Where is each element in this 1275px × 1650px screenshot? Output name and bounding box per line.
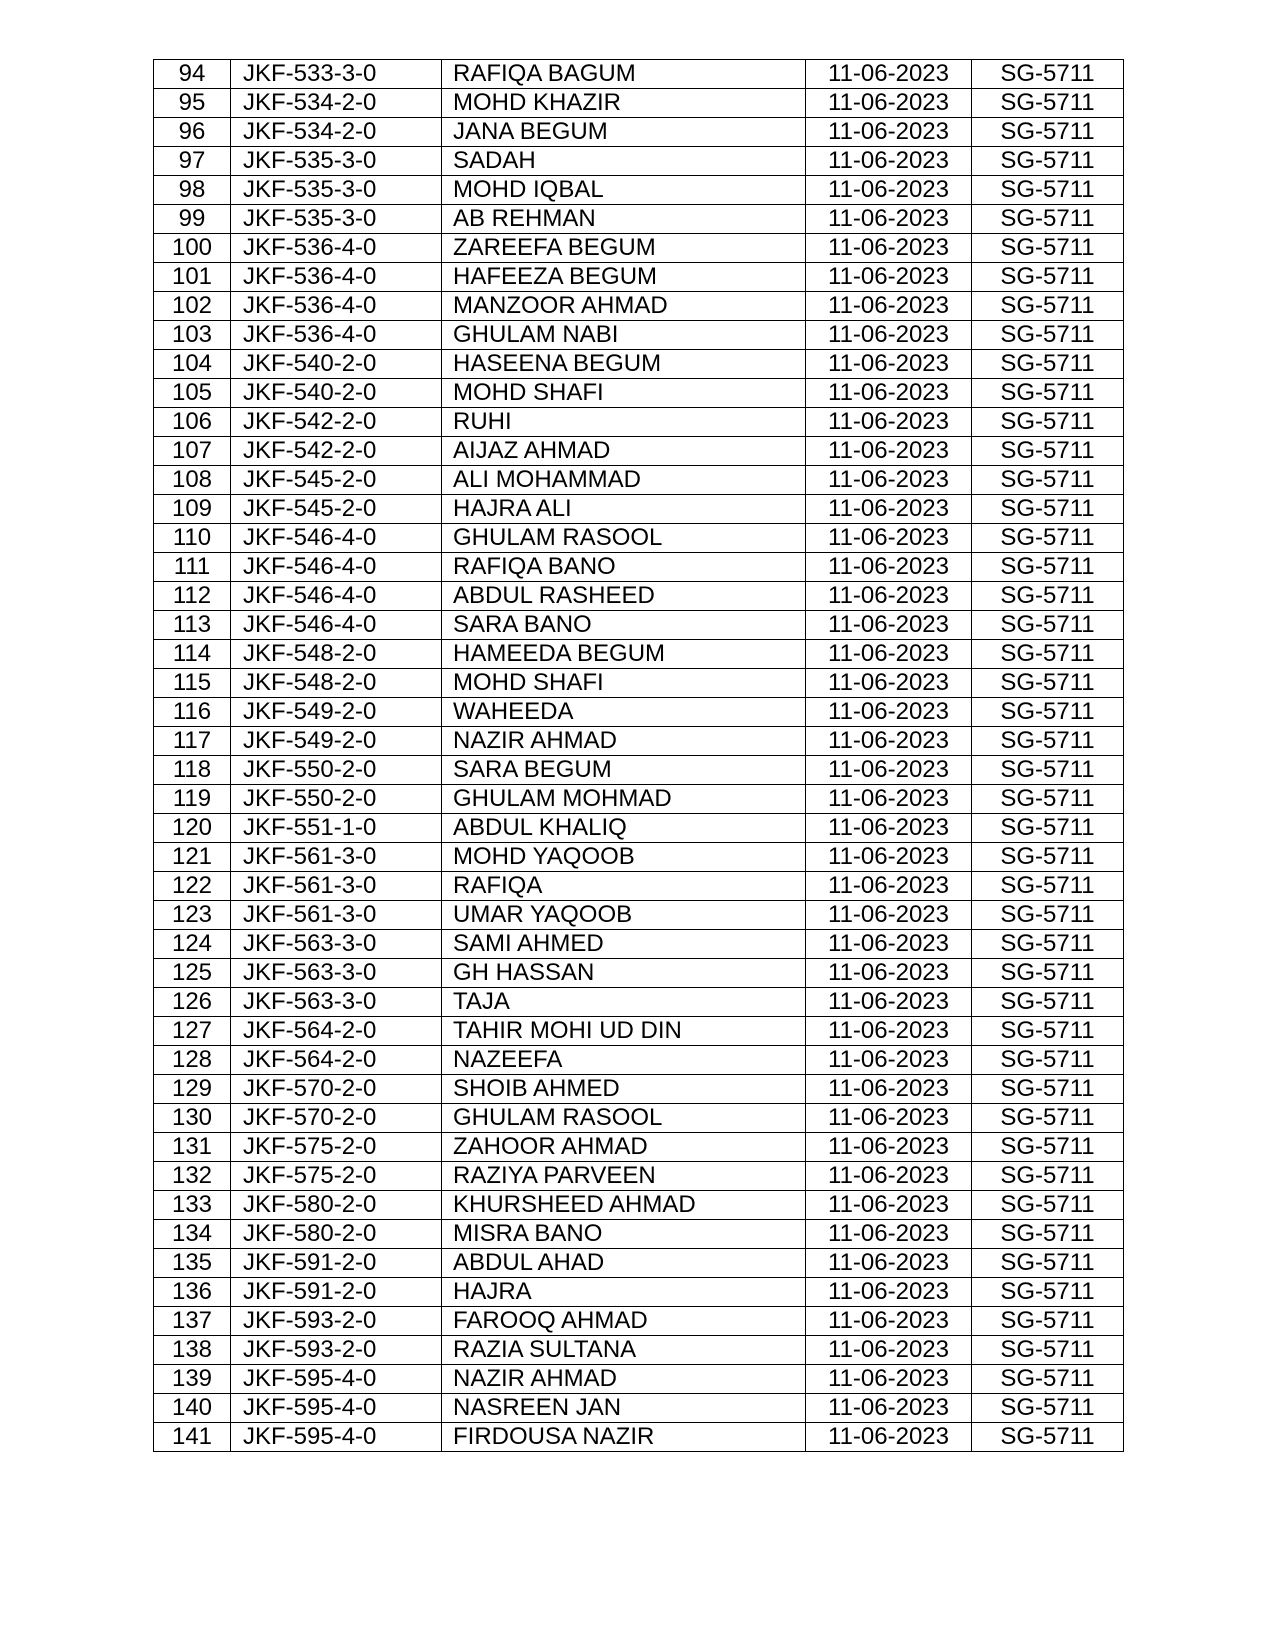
group-code-cell: SG-5711 bbox=[972, 582, 1124, 611]
person-name-cell: RUHI bbox=[442, 408, 806, 437]
reference-code-cell: JKF-563-3-0 bbox=[231, 988, 442, 1017]
group-code-cell: SG-5711 bbox=[972, 147, 1124, 176]
person-name-cell: HAMEEDA BEGUM bbox=[442, 640, 806, 669]
reference-code-cell: JKF-550-2-0 bbox=[231, 785, 442, 814]
table-row bbox=[154, 698, 1124, 727]
group-code-cell: SG-5711 bbox=[972, 814, 1124, 843]
group-code-cell: SG-5711 bbox=[972, 1249, 1124, 1278]
date-cell: 11-06-2023 bbox=[806, 1278, 972, 1307]
serial-number-cell: 111 bbox=[154, 553, 231, 582]
table-row bbox=[154, 814, 1124, 843]
date-cell: 11-06-2023 bbox=[806, 1133, 972, 1162]
person-name-cell: KHURSHEED AHMAD bbox=[442, 1191, 806, 1220]
date-cell: 11-06-2023 bbox=[806, 1017, 972, 1046]
group-code-cell: SG-5711 bbox=[972, 1220, 1124, 1249]
person-name-cell: HASEENA BEGUM bbox=[442, 350, 806, 379]
serial-number-cell: 119 bbox=[154, 785, 231, 814]
table-row bbox=[154, 611, 1124, 640]
person-name-cell: SARA BANO bbox=[442, 611, 806, 640]
reference-code-cell: JKF-570-2-0 bbox=[231, 1075, 442, 1104]
group-code-cell: SG-5711 bbox=[972, 1046, 1124, 1075]
table-row bbox=[154, 1220, 1124, 1249]
table-row bbox=[154, 1249, 1124, 1278]
reference-code-cell: JKF-591-2-0 bbox=[231, 1249, 442, 1278]
date-cell: 11-06-2023 bbox=[806, 89, 972, 118]
date-cell: 11-06-2023 bbox=[806, 1162, 972, 1191]
group-code-cell: SG-5711 bbox=[972, 379, 1124, 408]
date-cell: 11-06-2023 bbox=[806, 379, 972, 408]
group-code-cell: SG-5711 bbox=[972, 292, 1124, 321]
records-table bbox=[153, 59, 1124, 1452]
group-code-cell: SG-5711 bbox=[972, 669, 1124, 698]
group-code-cell: SG-5711 bbox=[972, 988, 1124, 1017]
group-code-cell: SG-5711 bbox=[972, 495, 1124, 524]
person-name-cell: JANA BEGUM bbox=[442, 118, 806, 147]
date-cell: 11-06-2023 bbox=[806, 843, 972, 872]
group-code-cell: SG-5711 bbox=[972, 350, 1124, 379]
date-cell: 11-06-2023 bbox=[806, 408, 972, 437]
date-cell: 11-06-2023 bbox=[806, 1046, 972, 1075]
person-name-cell: MOHD IQBAL bbox=[442, 176, 806, 205]
person-name-cell: TAJA bbox=[442, 988, 806, 1017]
table-row bbox=[154, 292, 1124, 321]
person-name-cell: ABDUL RASHEED bbox=[442, 582, 806, 611]
person-name-cell: RAFIQA BANO bbox=[442, 553, 806, 582]
reference-code-cell: JKF-563-3-0 bbox=[231, 959, 442, 988]
table-row bbox=[154, 495, 1124, 524]
person-name-cell: MISRA BANO bbox=[442, 1220, 806, 1249]
group-code-cell: SG-5711 bbox=[972, 1278, 1124, 1307]
person-name-cell: ZAHOOR AHMAD bbox=[442, 1133, 806, 1162]
table-row bbox=[154, 1104, 1124, 1133]
reference-code-cell: JKF-546-4-0 bbox=[231, 611, 442, 640]
serial-number-cell: 118 bbox=[154, 756, 231, 785]
table-row bbox=[154, 843, 1124, 872]
person-name-cell: HAJRA ALI bbox=[442, 495, 806, 524]
date-cell: 11-06-2023 bbox=[806, 1249, 972, 1278]
reference-code-cell: JKF-545-2-0 bbox=[231, 495, 442, 524]
table-row bbox=[154, 1162, 1124, 1191]
reference-code-cell: JKF-580-2-0 bbox=[231, 1220, 442, 1249]
serial-number-cell: 114 bbox=[154, 640, 231, 669]
person-name-cell: NAZIR AHMAD bbox=[442, 1365, 806, 1394]
date-cell: 11-06-2023 bbox=[806, 60, 972, 89]
group-code-cell: SG-5711 bbox=[972, 1162, 1124, 1191]
reference-code-cell: JKF-548-2-0 bbox=[231, 669, 442, 698]
serial-number-cell: 106 bbox=[154, 408, 231, 437]
group-code-cell: SG-5711 bbox=[972, 1394, 1124, 1423]
date-cell: 11-06-2023 bbox=[806, 611, 972, 640]
serial-number-cell: 98 bbox=[154, 176, 231, 205]
date-cell: 11-06-2023 bbox=[806, 930, 972, 959]
serial-number-cell: 107 bbox=[154, 437, 231, 466]
person-name-cell: AIJAZ AHMAD bbox=[442, 437, 806, 466]
date-cell: 11-06-2023 bbox=[806, 147, 972, 176]
serial-number-cell: 124 bbox=[154, 930, 231, 959]
table-row bbox=[154, 234, 1124, 263]
person-name-cell: MOHD SHAFI bbox=[442, 669, 806, 698]
date-cell: 11-06-2023 bbox=[806, 669, 972, 698]
group-code-cell: SG-5711 bbox=[972, 959, 1124, 988]
table-row bbox=[154, 1133, 1124, 1162]
date-cell: 11-06-2023 bbox=[806, 524, 972, 553]
serial-number-cell: 100 bbox=[154, 234, 231, 263]
table-row bbox=[154, 756, 1124, 785]
reference-code-cell: JKF-550-2-0 bbox=[231, 756, 442, 785]
table-row bbox=[154, 959, 1124, 988]
serial-number-cell: 103 bbox=[154, 321, 231, 350]
person-name-cell: RAZIYA PARVEEN bbox=[442, 1162, 806, 1191]
date-cell: 11-06-2023 bbox=[806, 988, 972, 1017]
group-code-cell: SG-5711 bbox=[972, 901, 1124, 930]
serial-number-cell: 116 bbox=[154, 698, 231, 727]
serial-number-cell: 139 bbox=[154, 1365, 231, 1394]
serial-number-cell: 138 bbox=[154, 1336, 231, 1365]
date-cell: 11-06-2023 bbox=[806, 437, 972, 466]
table-row bbox=[154, 930, 1124, 959]
person-name-cell: HAJRA bbox=[442, 1278, 806, 1307]
serial-number-cell: 132 bbox=[154, 1162, 231, 1191]
reference-code-cell: JKF-575-2-0 bbox=[231, 1133, 442, 1162]
person-name-cell: ALI MOHAMMAD bbox=[442, 466, 806, 495]
date-cell: 11-06-2023 bbox=[806, 901, 972, 930]
table-row bbox=[154, 901, 1124, 930]
person-name-cell: AB REHMAN bbox=[442, 205, 806, 234]
serial-number-cell: 95 bbox=[154, 89, 231, 118]
table-row bbox=[154, 872, 1124, 901]
group-code-cell: SG-5711 bbox=[972, 1017, 1124, 1046]
date-cell: 11-06-2023 bbox=[806, 1075, 972, 1104]
person-name-cell: NAZEEFA bbox=[442, 1046, 806, 1075]
group-code-cell: SG-5711 bbox=[972, 524, 1124, 553]
reference-code-cell: JKF-561-3-0 bbox=[231, 843, 442, 872]
table-row bbox=[154, 1423, 1124, 1452]
reference-code-cell: JKF-563-3-0 bbox=[231, 930, 442, 959]
reference-code-cell: JKF-595-4-0 bbox=[231, 1394, 442, 1423]
reference-code-cell: JKF-533-3-0 bbox=[231, 60, 442, 89]
table-row bbox=[154, 205, 1124, 234]
table-row bbox=[154, 1191, 1124, 1220]
group-code-cell: SG-5711 bbox=[972, 1423, 1124, 1452]
date-cell: 11-06-2023 bbox=[806, 1307, 972, 1336]
reference-code-cell: JKF-540-2-0 bbox=[231, 379, 442, 408]
person-name-cell: MOHD SHAFI bbox=[442, 379, 806, 408]
person-name-cell: NAZIR AHMAD bbox=[442, 727, 806, 756]
serial-number-cell: 129 bbox=[154, 1075, 231, 1104]
group-code-cell: SG-5711 bbox=[972, 89, 1124, 118]
table-row bbox=[154, 176, 1124, 205]
group-code-cell: SG-5711 bbox=[972, 1365, 1124, 1394]
person-name-cell: UMAR YAQOOB bbox=[442, 901, 806, 930]
date-cell: 11-06-2023 bbox=[806, 959, 972, 988]
serial-number-cell: 110 bbox=[154, 524, 231, 553]
person-name-cell: SAMI AHMED bbox=[442, 930, 806, 959]
reference-code-cell: JKF-542-2-0 bbox=[231, 408, 442, 437]
reference-code-cell: JKF-546-4-0 bbox=[231, 582, 442, 611]
person-name-cell: MANZOOR AHMAD bbox=[442, 292, 806, 321]
serial-number-cell: 105 bbox=[154, 379, 231, 408]
serial-number-cell: 97 bbox=[154, 147, 231, 176]
person-name-cell: ZAREEFA BEGUM bbox=[442, 234, 806, 263]
reference-code-cell: JKF-591-2-0 bbox=[231, 1278, 442, 1307]
reference-code-cell: JKF-536-4-0 bbox=[231, 321, 442, 350]
serial-number-cell: 112 bbox=[154, 582, 231, 611]
group-code-cell: SG-5711 bbox=[972, 408, 1124, 437]
person-name-cell: GHULAM RASOOL bbox=[442, 1104, 806, 1133]
date-cell: 11-06-2023 bbox=[806, 785, 972, 814]
person-name-cell: WAHEEDA bbox=[442, 698, 806, 727]
table-row bbox=[154, 466, 1124, 495]
serial-number-cell: 99 bbox=[154, 205, 231, 234]
reference-code-cell: JKF-593-2-0 bbox=[231, 1307, 442, 1336]
reference-code-cell: JKF-561-3-0 bbox=[231, 872, 442, 901]
group-code-cell: SG-5711 bbox=[972, 640, 1124, 669]
person-name-cell: RAFIQA bbox=[442, 872, 806, 901]
reference-code-cell: JKF-561-3-0 bbox=[231, 901, 442, 930]
serial-number-cell: 127 bbox=[154, 1017, 231, 1046]
person-name-cell: RAFIQA BAGUM bbox=[442, 60, 806, 89]
reference-code-cell: JKF-535-3-0 bbox=[231, 205, 442, 234]
table-row bbox=[154, 408, 1124, 437]
group-code-cell: SG-5711 bbox=[972, 872, 1124, 901]
serial-number-cell: 141 bbox=[154, 1423, 231, 1452]
records-table-body bbox=[154, 60, 1124, 1452]
table-row bbox=[154, 1307, 1124, 1336]
group-code-cell: SG-5711 bbox=[972, 234, 1124, 263]
group-code-cell: SG-5711 bbox=[972, 1133, 1124, 1162]
reference-code-cell: JKF-546-4-0 bbox=[231, 524, 442, 553]
table-row bbox=[154, 147, 1124, 176]
group-code-cell: SG-5711 bbox=[972, 321, 1124, 350]
date-cell: 11-06-2023 bbox=[806, 1423, 972, 1452]
date-cell: 11-06-2023 bbox=[806, 814, 972, 843]
group-code-cell: SG-5711 bbox=[972, 1191, 1124, 1220]
date-cell: 11-06-2023 bbox=[806, 321, 972, 350]
date-cell: 11-06-2023 bbox=[806, 466, 972, 495]
group-code-cell: SG-5711 bbox=[972, 930, 1124, 959]
serial-number-cell: 128 bbox=[154, 1046, 231, 1075]
table-row bbox=[154, 1017, 1124, 1046]
serial-number-cell: 109 bbox=[154, 495, 231, 524]
table-row bbox=[154, 263, 1124, 292]
group-code-cell: SG-5711 bbox=[972, 785, 1124, 814]
table-row bbox=[154, 640, 1124, 669]
person-name-cell: GHULAM MOHMAD bbox=[442, 785, 806, 814]
reference-code-cell: JKF-570-2-0 bbox=[231, 1104, 442, 1133]
serial-number-cell: 108 bbox=[154, 466, 231, 495]
date-cell: 11-06-2023 bbox=[806, 553, 972, 582]
person-name-cell: GH HASSAN bbox=[442, 959, 806, 988]
date-cell: 11-06-2023 bbox=[806, 698, 972, 727]
serial-number-cell: 135 bbox=[154, 1249, 231, 1278]
serial-number-cell: 101 bbox=[154, 263, 231, 292]
person-name-cell: SHOIB AHMED bbox=[442, 1075, 806, 1104]
person-name-cell: MOHD YAQOOB bbox=[442, 843, 806, 872]
reference-code-cell: JKF-549-2-0 bbox=[231, 698, 442, 727]
reference-code-cell: JKF-548-2-0 bbox=[231, 640, 442, 669]
serial-number-cell: 94 bbox=[154, 60, 231, 89]
serial-number-cell: 137 bbox=[154, 1307, 231, 1336]
group-code-cell: SG-5711 bbox=[972, 205, 1124, 234]
reference-code-cell: JKF-549-2-0 bbox=[231, 727, 442, 756]
date-cell: 11-06-2023 bbox=[806, 495, 972, 524]
person-name-cell: SARA BEGUM bbox=[442, 756, 806, 785]
date-cell: 11-06-2023 bbox=[806, 756, 972, 785]
group-code-cell: SG-5711 bbox=[972, 843, 1124, 872]
person-name-cell: SADAH bbox=[442, 147, 806, 176]
person-name-cell: ABDUL AHAD bbox=[442, 1249, 806, 1278]
group-code-cell: SG-5711 bbox=[972, 1336, 1124, 1365]
group-code-cell: SG-5711 bbox=[972, 1307, 1124, 1336]
reference-code-cell: JKF-546-4-0 bbox=[231, 553, 442, 582]
reference-code-cell: JKF-595-4-0 bbox=[231, 1365, 442, 1394]
table-row bbox=[154, 60, 1124, 89]
date-cell: 11-06-2023 bbox=[806, 727, 972, 756]
serial-number-cell: 102 bbox=[154, 292, 231, 321]
date-cell: 11-06-2023 bbox=[806, 1365, 972, 1394]
reference-code-cell: JKF-536-4-0 bbox=[231, 234, 442, 263]
date-cell: 11-06-2023 bbox=[806, 292, 972, 321]
group-code-cell: SG-5711 bbox=[972, 756, 1124, 785]
group-code-cell: SG-5711 bbox=[972, 263, 1124, 292]
serial-number-cell: 117 bbox=[154, 727, 231, 756]
table-row bbox=[154, 988, 1124, 1017]
table-row bbox=[154, 1394, 1124, 1423]
date-cell: 11-06-2023 bbox=[806, 1394, 972, 1423]
reference-code-cell: JKF-534-2-0 bbox=[231, 118, 442, 147]
person-name-cell: HAFEEZA BEGUM bbox=[442, 263, 806, 292]
table-row bbox=[154, 669, 1124, 698]
date-cell: 11-06-2023 bbox=[806, 582, 972, 611]
group-code-cell: SG-5711 bbox=[972, 1104, 1124, 1133]
table-row bbox=[154, 1365, 1124, 1394]
group-code-cell: SG-5711 bbox=[972, 176, 1124, 205]
group-code-cell: SG-5711 bbox=[972, 611, 1124, 640]
table-row bbox=[154, 89, 1124, 118]
serial-number-cell: 126 bbox=[154, 988, 231, 1017]
date-cell: 11-06-2023 bbox=[806, 350, 972, 379]
reference-code-cell: JKF-564-2-0 bbox=[231, 1046, 442, 1075]
person-name-cell: RAZIA SULTANA bbox=[442, 1336, 806, 1365]
serial-number-cell: 115 bbox=[154, 669, 231, 698]
date-cell: 11-06-2023 bbox=[806, 1336, 972, 1365]
date-cell: 11-06-2023 bbox=[806, 205, 972, 234]
reference-code-cell: JKF-535-3-0 bbox=[231, 176, 442, 205]
date-cell: 11-06-2023 bbox=[806, 640, 972, 669]
table-row bbox=[154, 1278, 1124, 1307]
reference-code-cell: JKF-534-2-0 bbox=[231, 89, 442, 118]
table-row bbox=[154, 785, 1124, 814]
date-cell: 11-06-2023 bbox=[806, 1220, 972, 1249]
group-code-cell: SG-5711 bbox=[972, 698, 1124, 727]
table-row bbox=[154, 118, 1124, 147]
serial-number-cell: 133 bbox=[154, 1191, 231, 1220]
date-cell: 11-06-2023 bbox=[806, 263, 972, 292]
table-row bbox=[154, 1046, 1124, 1075]
table-row bbox=[154, 1075, 1124, 1104]
table-row bbox=[154, 582, 1124, 611]
table-row bbox=[154, 379, 1124, 408]
person-name-cell: ABDUL KHALIQ bbox=[442, 814, 806, 843]
reference-code-cell: JKF-580-2-0 bbox=[231, 1191, 442, 1220]
person-name-cell: FAROOQ AHMAD bbox=[442, 1307, 806, 1336]
date-cell: 11-06-2023 bbox=[806, 1104, 972, 1133]
person-name-cell: TAHIR MOHI UD DIN bbox=[442, 1017, 806, 1046]
date-cell: 11-06-2023 bbox=[806, 234, 972, 263]
serial-number-cell: 120 bbox=[154, 814, 231, 843]
person-name-cell: NASREEN JAN bbox=[442, 1394, 806, 1423]
reference-code-cell: JKF-564-2-0 bbox=[231, 1017, 442, 1046]
serial-number-cell: 113 bbox=[154, 611, 231, 640]
group-code-cell: SG-5711 bbox=[972, 553, 1124, 582]
group-code-cell: SG-5711 bbox=[972, 437, 1124, 466]
group-code-cell: SG-5711 bbox=[972, 60, 1124, 89]
serial-number-cell: 96 bbox=[154, 118, 231, 147]
group-code-cell: SG-5711 bbox=[972, 466, 1124, 495]
reference-code-cell: JKF-536-4-0 bbox=[231, 263, 442, 292]
serial-number-cell: 121 bbox=[154, 843, 231, 872]
date-cell: 11-06-2023 bbox=[806, 176, 972, 205]
serial-number-cell: 122 bbox=[154, 872, 231, 901]
person-name-cell: GHULAM RASOOL bbox=[442, 524, 806, 553]
serial-number-cell: 123 bbox=[154, 901, 231, 930]
reference-code-cell: JKF-536-4-0 bbox=[231, 292, 442, 321]
date-cell: 11-06-2023 bbox=[806, 118, 972, 147]
date-cell: 11-06-2023 bbox=[806, 872, 972, 901]
reference-code-cell: JKF-593-2-0 bbox=[231, 1336, 442, 1365]
serial-number-cell: 136 bbox=[154, 1278, 231, 1307]
group-code-cell: SG-5711 bbox=[972, 118, 1124, 147]
person-name-cell: MOHD KHAZIR bbox=[442, 89, 806, 118]
reference-code-cell: JKF-540-2-0 bbox=[231, 350, 442, 379]
table-row bbox=[154, 350, 1124, 379]
person-name-cell: GHULAM NABI bbox=[442, 321, 806, 350]
serial-number-cell: 134 bbox=[154, 1220, 231, 1249]
reference-code-cell: JKF-542-2-0 bbox=[231, 437, 442, 466]
reference-code-cell: JKF-595-4-0 bbox=[231, 1423, 442, 1452]
reference-code-cell: JKF-551-1-0 bbox=[231, 814, 442, 843]
serial-number-cell: 131 bbox=[154, 1133, 231, 1162]
table-row bbox=[154, 727, 1124, 756]
serial-number-cell: 130 bbox=[154, 1104, 231, 1133]
table-row bbox=[154, 524, 1124, 553]
table-row bbox=[154, 321, 1124, 350]
reference-code-cell: JKF-545-2-0 bbox=[231, 466, 442, 495]
reference-code-cell: JKF-575-2-0 bbox=[231, 1162, 442, 1191]
person-name-cell: FIRDOUSA NAZIR bbox=[442, 1423, 806, 1452]
group-code-cell: SG-5711 bbox=[972, 727, 1124, 756]
serial-number-cell: 104 bbox=[154, 350, 231, 379]
serial-number-cell: 125 bbox=[154, 959, 231, 988]
reference-code-cell: JKF-535-3-0 bbox=[231, 147, 442, 176]
table-row bbox=[154, 1336, 1124, 1365]
date-cell: 11-06-2023 bbox=[806, 1191, 972, 1220]
table-row bbox=[154, 553, 1124, 582]
group-code-cell: SG-5711 bbox=[972, 1075, 1124, 1104]
serial-number-cell: 140 bbox=[154, 1394, 231, 1423]
table-row bbox=[154, 437, 1124, 466]
